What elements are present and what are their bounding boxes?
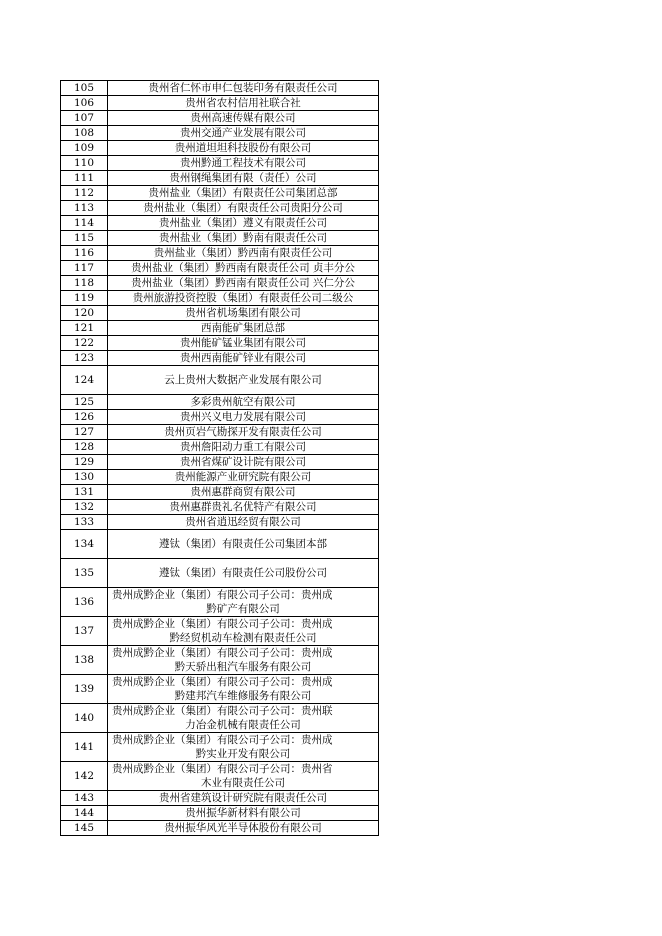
row-number: 113 [61,201,108,216]
company-name [108,733,379,762]
row-number: 107 [61,111,108,126]
table-row [61,156,379,171]
table-row [61,321,379,336]
company-name: 遵钛（集团）有限责任公司集团本部 [108,530,379,559]
company-name-line2: 黔天骄出租汽车服务有限公司 [174,661,312,673]
company-name: 贵州盐业（集团）遵义有限责任公司 [108,216,379,231]
row-number: 138 [61,646,108,675]
company-name-line2: 黔矿产有限公司 [206,603,280,615]
table-row [61,762,379,791]
row-number: 124 [61,366,108,395]
row-number: 123 [61,351,108,366]
company-name [108,704,379,733]
row-number: 115 [61,231,108,246]
company-name [108,675,379,704]
company-name: 贵州黔通工程技术有限公司 [108,156,379,171]
company-name-line1: 贵州成黔企业（集团）有限公司子公司：贵州成 [112,589,333,601]
table-row [61,246,379,261]
table-body [61,81,379,836]
row-number: 118 [61,276,108,291]
company-name [108,646,379,675]
company-name: 贵州高速传媒有限公司 [108,111,379,126]
table-row [61,806,379,821]
company-name: 贵州页岩气勘探开发有限责任公司 [108,425,379,440]
row-number: 135 [61,559,108,588]
table-row [61,617,379,646]
row-number: 134 [61,530,108,559]
company-name: 贵州振华新材料有限公司 [108,806,379,821]
row-number: 121 [61,321,108,336]
company-name: 贵州兴义电力发展有限公司 [108,410,379,425]
row-number: 131 [61,485,108,500]
company-name: 贵州省煤矿设计院有限公司 [108,455,379,470]
company-name: 贵州省逍迅经贸有限公司 [108,515,379,530]
table-row [61,96,379,111]
table-row [61,425,379,440]
row-number: 106 [61,96,108,111]
company-name-line1: 贵州成黔企业（集团）有限公司子公司：贵州成 [112,647,333,659]
table-row [61,440,379,455]
company-name: 贵州盐业（集团）黔西南有限责任公司 兴仁分公 [108,276,379,291]
company-name: 贵州盐业（集团）有限责任公司集团总部 [108,186,379,201]
table-row [61,291,379,306]
company-name: 贵州道坦坦科技股份有限公司 [108,141,379,156]
company-name-line1: 贵州成黔企业（集团）有限公司子公司：贵州省 [112,763,333,775]
table-row [61,366,379,395]
table-row [61,171,379,186]
company-table [60,80,379,836]
table-row [61,231,379,246]
company-name-line2: 木业有限责任公司 [201,777,285,789]
table-row [61,485,379,500]
company-name [108,762,379,791]
company-name: 贵州盐业（集团）黔西南有限责任公司 贞丰分公 [108,261,379,276]
company-name [108,588,379,617]
row-number: 120 [61,306,108,321]
row-number: 140 [61,704,108,733]
table-row [61,515,379,530]
table-row [61,530,379,559]
company-name: 贵州省农村信用社联合社 [108,96,379,111]
table-row [61,470,379,485]
table-row [61,733,379,762]
row-number: 122 [61,336,108,351]
table-row [61,276,379,291]
table-row [61,821,379,836]
row-number: 130 [61,470,108,485]
row-number: 127 [61,425,108,440]
table-row [61,500,379,515]
table-row [61,126,379,141]
row-number: 133 [61,515,108,530]
table-row [61,588,379,617]
row-number: 144 [61,806,108,821]
company-name: 贵州省机场集团有限公司 [108,306,379,321]
row-number: 136 [61,588,108,617]
table-row [61,201,379,216]
table-row [61,351,379,366]
row-number: 142 [61,762,108,791]
company-name [108,617,379,646]
row-number: 119 [61,291,108,306]
table-row [61,186,379,201]
company-name-line1: 贵州成黔企业（集团）有限公司子公司：贵州成 [112,676,333,688]
company-name: 多彩贵州航空有限公司 [108,395,379,410]
row-number: 109 [61,141,108,156]
row-number: 143 [61,791,108,806]
company-name: 贵州振华风光半导体股份有限公司 [108,821,379,836]
row-number: 117 [61,261,108,276]
company-name: 贵州钢绳集团有限（责任）公司 [108,171,379,186]
row-number: 125 [61,395,108,410]
company-name: 贵州省仁怀市申仁包装印务有限责任公司 [108,81,379,96]
company-name-line1: 贵州成黔企业（集团）有限公司子公司：贵州联 [112,705,333,717]
table-row [61,306,379,321]
company-name: 贵州惠群商贸有限公司 [108,485,379,500]
company-name-line2: 黔实业开发有限公司 [195,748,291,760]
row-number: 126 [61,410,108,425]
company-name: 云上贵州大数据产业发展有限公司 [108,366,379,395]
row-number: 110 [61,156,108,171]
table-row [61,675,379,704]
row-number: 137 [61,617,108,646]
row-number: 139 [61,675,108,704]
table-row [61,395,379,410]
row-number: 141 [61,733,108,762]
row-number: 128 [61,440,108,455]
company-name: 贵州交通产业发展有限公司 [108,126,379,141]
company-name-line2: 黔经贸机动车检测有限责任公司 [169,632,317,644]
company-name-line2: 力冶金机械有限责任公司 [185,719,301,731]
table-row [61,410,379,425]
table-row [61,559,379,588]
row-number: 116 [61,246,108,261]
company-name: 贵州惠群贵礼名优特产有限公司 [108,500,379,515]
row-number: 112 [61,186,108,201]
company-name: 贵州盐业（集团）黔西南有限责任公司 [108,246,379,261]
company-name: 贵州西南能矿锌业有限公司 [108,351,379,366]
row-number: 132 [61,500,108,515]
table-row [61,791,379,806]
table-row [61,646,379,675]
company-name: 贵州旅游投资控股（集团）有限责任公司二级公 [108,291,379,306]
row-number: 129 [61,455,108,470]
table-row [61,704,379,733]
table-row [61,111,379,126]
table-row [61,261,379,276]
table-row [61,336,379,351]
table-row [61,81,379,96]
company-name: 贵州省建筑设计研究院有限责任公司 [108,791,379,806]
row-number: 105 [61,81,108,96]
table-row [61,216,379,231]
table-row [61,455,379,470]
company-name: 贵州盐业（集团）有限责任公司贵阳分公司 [108,201,379,216]
row-number: 145 [61,821,108,836]
table-row [61,141,379,156]
row-number: 111 [61,171,108,186]
company-name: 贵州能源产业研究院有限公司 [108,470,379,485]
company-name-line1: 贵州成黔企业（集团）有限公司子公司：贵州成 [112,734,333,746]
company-name-line1: 贵州成黔企业（集团）有限公司子公司：贵州成 [112,618,333,630]
row-number: 114 [61,216,108,231]
company-name: 西南能矿集团总部 [108,321,379,336]
company-name: 贵州能矿锰业集团有限公司 [108,336,379,351]
row-number: 108 [61,126,108,141]
company-name: 贵州詹阳动力重工有限公司 [108,440,379,455]
company-name: 遵钛（集团）有限责任公司股份公司 [108,559,379,588]
company-name-line2: 黔建邦汽车维修服务有限公司 [174,690,312,702]
company-name: 贵州盐业（集团）黔南有限责任公司 [108,231,379,246]
